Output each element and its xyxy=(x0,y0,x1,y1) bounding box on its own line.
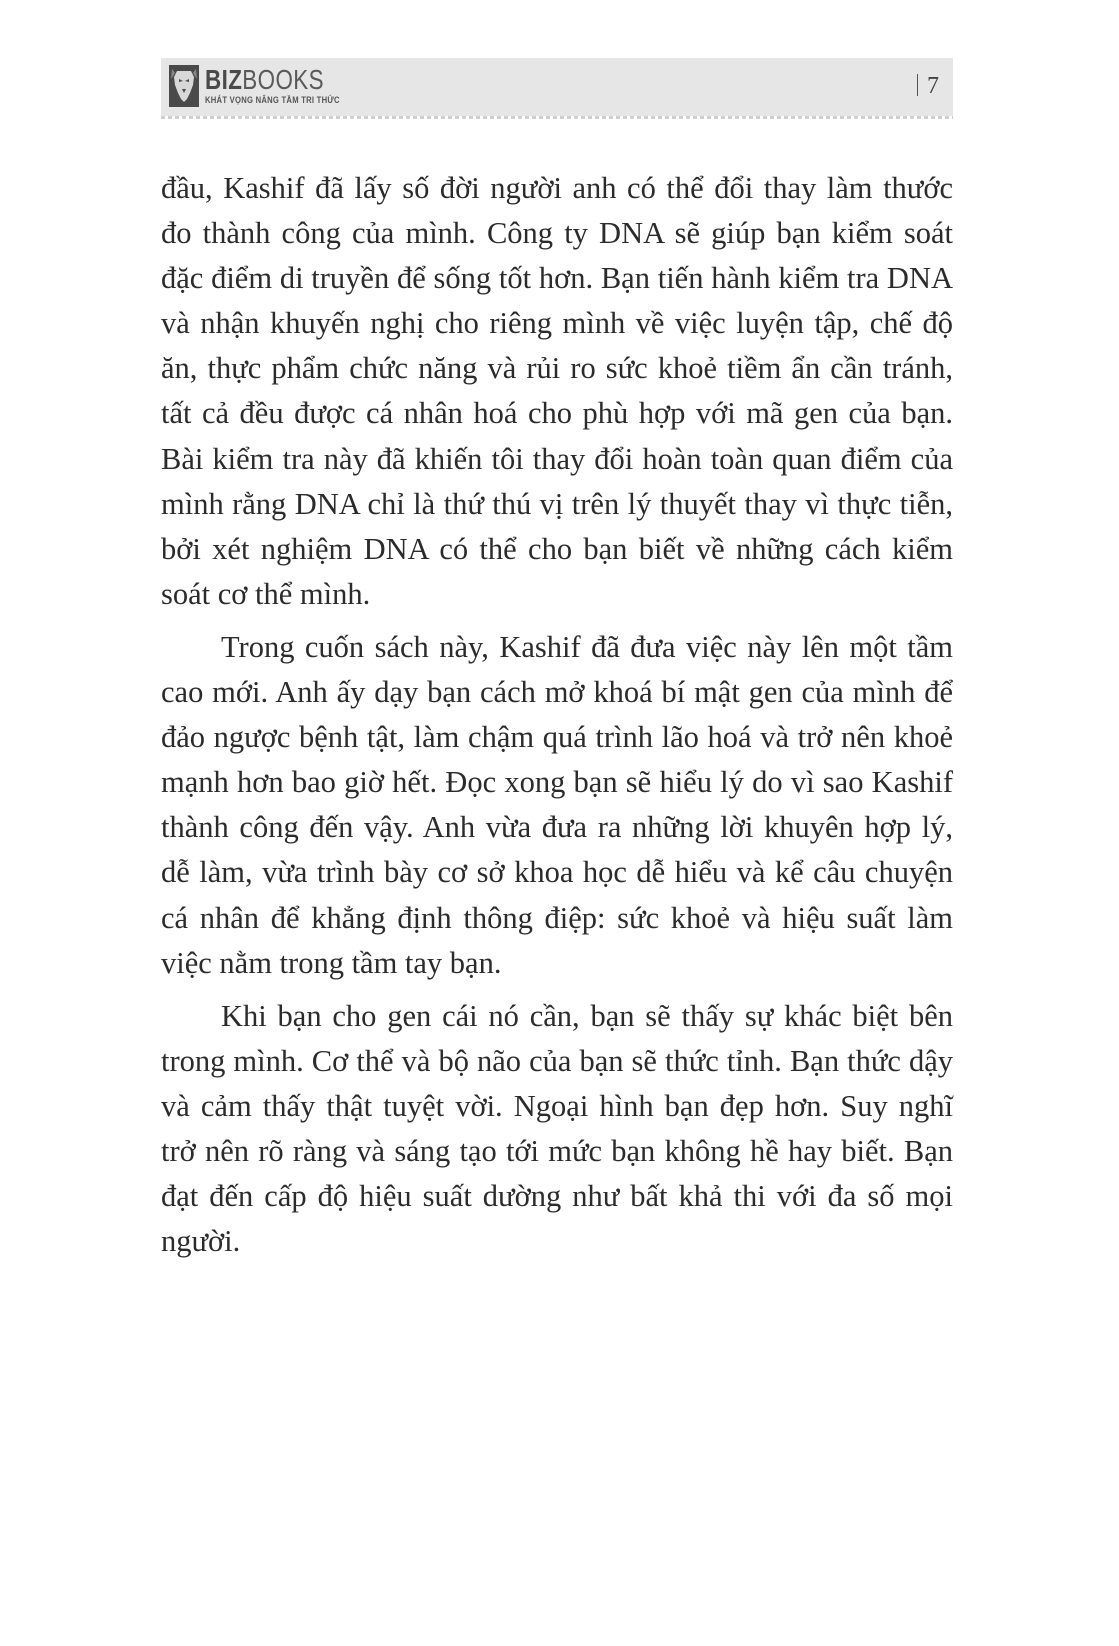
brand-name xyxy=(205,65,332,95)
brand-slogan: KHÁT VỌNG NÂNG TẦM TRI THỨC xyxy=(205,95,340,105)
running-header xyxy=(161,58,953,116)
brand-name-light: BOOKS xyxy=(242,64,324,95)
paragraph-continued: đầu, Kashif đã lấy số đời người anh có thể đổi thay làm thước đo thành công của mình. Công ty DNA sẽ giúp bạn kiểm soát đặc điểm di truyền để sống tốt hơn. Bạn tiến hành kiểm tra DNA và nhận khuyến nghị cho riêng mình về việc luyện tập, chế độ ăn, thực phẩm chức năng và rủi ro sức khoẻ tiềm ẩn cần tránh, tất cả đều được cá nhân hoá cho phù hợp với mã gen của bạn. Bài kiểm tra này đã khiến tôi thay đổi hoàn toàn quan điểm của mình rằng DNA chỉ là thứ thú vị trên lý thuyết thay vì thực tiễn, bởi xét nghiệm DNA có thể cho bạn biết về những cách kiểm soát cơ thể mình. xyxy=(161,171,953,611)
page-number: 7 xyxy=(927,73,939,99)
page-number-container xyxy=(917,72,939,100)
brand-name-strong: BIZ xyxy=(205,64,243,95)
publisher-logo xyxy=(169,65,364,107)
header-divider xyxy=(917,74,918,96)
paragraph: Khi bạn cho gen cái nó cần, bạn sẽ thấy sự khác biệt bên trong mình. Cơ thể và bộ não của bạn sẽ thức tỉnh. Bạn thức dậy và cảm thấy thật tuyệt vời. Ngoại hình bạn đẹp hơn. Suy nghĩ trở nên rõ ràng và sáng tạo tới mức bạn không hề hay biết. Bạn đạt đến cấp độ hiệu suất dường như bất khả thi với đa số mọi người. xyxy=(161,998,953,1259)
page-body xyxy=(161,166,953,1272)
lion-head-icon xyxy=(169,65,199,107)
paragraph: Trong cuốn sách này, Kashif đã đưa việc này lên một tầm cao mới. Anh ấy dạy bạn cách mở khoá bí mật gen của mình để đảo ngược bệnh tật, làm chậm quá trình lão hoá và trở nên khoẻ mạnh hơn bao giờ hết. Đọc xong bạn sẽ hiểu lý do vì sao Kashif thành công đến vậy. Anh vừa đưa ra những lời khuyên hợp lý, dễ làm, vừa trình bày cơ sở khoa học dễ hiểu và kể câu chuyện cá nhân để khẳng định thông điệp: sức khoẻ và hiệu suất làm việc nằm trong tầm tay bạn. xyxy=(161,629,953,980)
